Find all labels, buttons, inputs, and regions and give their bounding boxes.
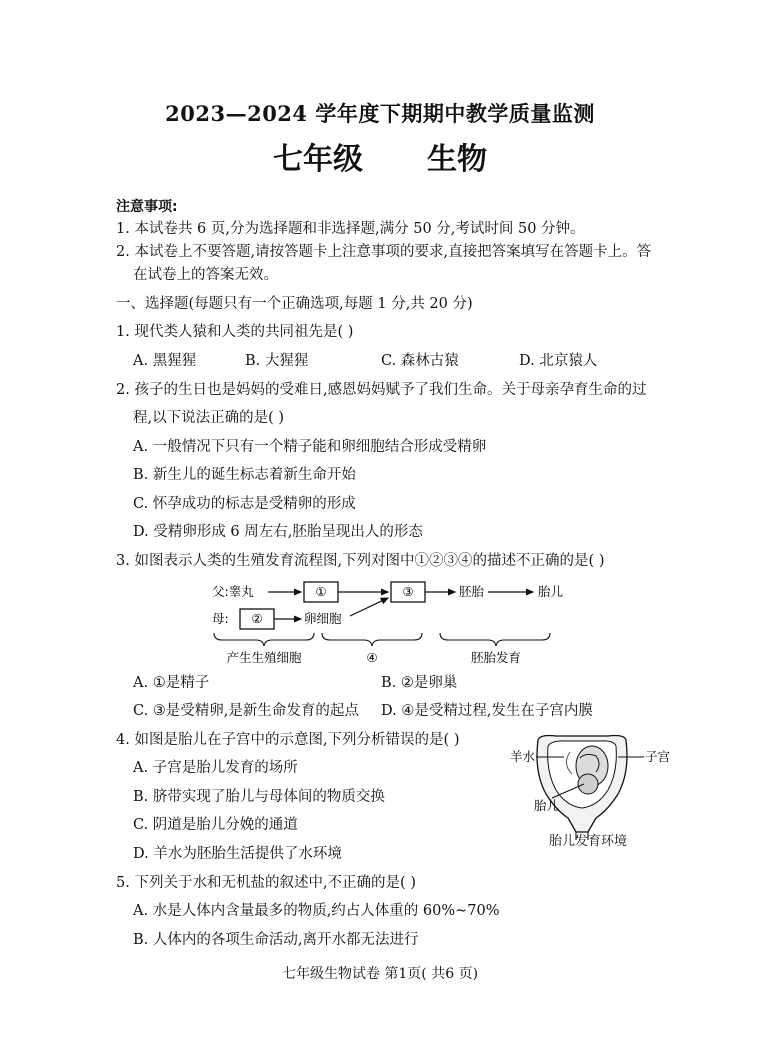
fetus-fig-label: 胎儿 (534, 798, 560, 813)
q4-option-c: C. 阴道是胎儿分娩的通道 (133, 817, 298, 833)
egg-label: 卵细胞 (304, 611, 342, 626)
q2-stem-line1: 2. 孩子的生日也是妈妈的受难日,感恩妈妈赋予了我们生命。关于母亲孕育生命的过 (116, 382, 647, 398)
box-2-label: ② (251, 611, 263, 626)
box-1-label: ① (315, 584, 327, 599)
q4-stem: 4. 如图是胎儿在子宫中的示意图,下列分析错误的是( ) (116, 732, 460, 748)
father-label: 父:睾丸 (212, 584, 254, 599)
q2-option-d: D. 受精卵形成 6 周左右,胚胎呈现出人的形态 (133, 524, 423, 540)
note-item-2-line2: 在试卷上的答案无效。 (133, 267, 278, 283)
mother-label: 母: (212, 611, 229, 626)
q4-option-b: B. 脐带实现了胎儿与母体间的物质交换 (133, 789, 385, 805)
reproduction-flow-diagram (200, 576, 580, 668)
brace-fertilization (322, 633, 422, 646)
q3-option-a: A. ①是精子 (133, 675, 210, 691)
q5-option-a: A. 水是人体内含量最多的物质,约占人体重的 60%~70% (133, 903, 500, 919)
q5-option-b: B. 人体内的各项生命活动,离开水都无法进行 (133, 932, 419, 948)
q2-option-c: C. 怀孕成功的标志是受精卵的形成 (133, 496, 356, 512)
grade-subject-title (0, 134, 760, 178)
arrow-egg-to-box3 (350, 598, 388, 616)
brace1-label: 产生生殖细胞 (226, 650, 302, 665)
q3-option-b: B. ②是卵巢 (381, 675, 458, 691)
page-footer: 七年级生物试卷 第1页( 共6 页) (281, 966, 479, 982)
q1-option-b: B. 大猩猩 (245, 353, 309, 369)
q3-option-c: C. ③是受精卵,是新生命发育的起点 (133, 703, 359, 719)
q2-option-a: A. 一般情况下只有一个精子能和卵细胞结合形成受精卵 (133, 439, 487, 455)
q3-option-d: D. ④是受精过程,发生在子宫内膜 (381, 703, 593, 719)
note-item-1: 1. 本试卷共 6 页,分为选择题和非选择题,满分 50 分,考试时间 50 分钟。 (116, 221, 585, 237)
q2-option-b: B. 新生儿的诞生标志着新生命开始 (133, 467, 356, 483)
exam-title: 2023—2024 学年度下期期中教学质量监测 (165, 101, 595, 126)
fetus-label: 胎儿 (538, 584, 564, 599)
q1-option-a: A. 黑猩猩 (133, 353, 197, 369)
brace-development (440, 633, 550, 646)
uterus-label: 子宫 (645, 749, 671, 764)
q5-stem: 5. 下列关于水和无机盐的叙述中,不正确的是( ) (116, 875, 416, 891)
subject-label: 生物 (427, 142, 487, 177)
q1-option-d: D. 北京猿人 (519, 353, 598, 369)
section1-heading: 一、选择题(每题只有一个正确选项,每题 1 分,共 20 分) (116, 296, 473, 312)
q3-stem: 3. 如图表示人类的生殖发育流程图,下列对图中①②③④的描述不正确的是( ) (116, 553, 605, 569)
brace3-label: 胚胎发育 (470, 650, 522, 665)
figure-caption: 胎儿发育环境 (549, 834, 628, 849)
q1-option-c: C. 森林古猿 (381, 353, 459, 369)
q4-option-a: A. 子宫是胎儿发育的场所 (133, 760, 298, 776)
notes-heading: 注意事项: (116, 199, 178, 215)
embryo-label: 胚胎 (459, 584, 485, 599)
amniotic-label: 羊水 (510, 749, 536, 764)
grade-label: 七年级 (273, 142, 363, 177)
brace2-label: ④ (366, 650, 378, 665)
q2-stem-line2: 程,以下说法正确的是( ) (133, 410, 285, 426)
box-3-label: ③ (402, 584, 414, 599)
brace-gametes (214, 633, 314, 646)
q1-stem: 1. 现代类人猿和人类的共同祖先是( ) (116, 324, 354, 340)
note-item-2-line1: 2. 本试卷上不要答题,请按答题卡上注意事项的要求,直接把答案填写在答题卡上。答 (116, 244, 652, 260)
fetus-head (578, 774, 598, 794)
q4-option-d: D. 羊水为胚胎生活提供了水环境 (133, 846, 342, 862)
